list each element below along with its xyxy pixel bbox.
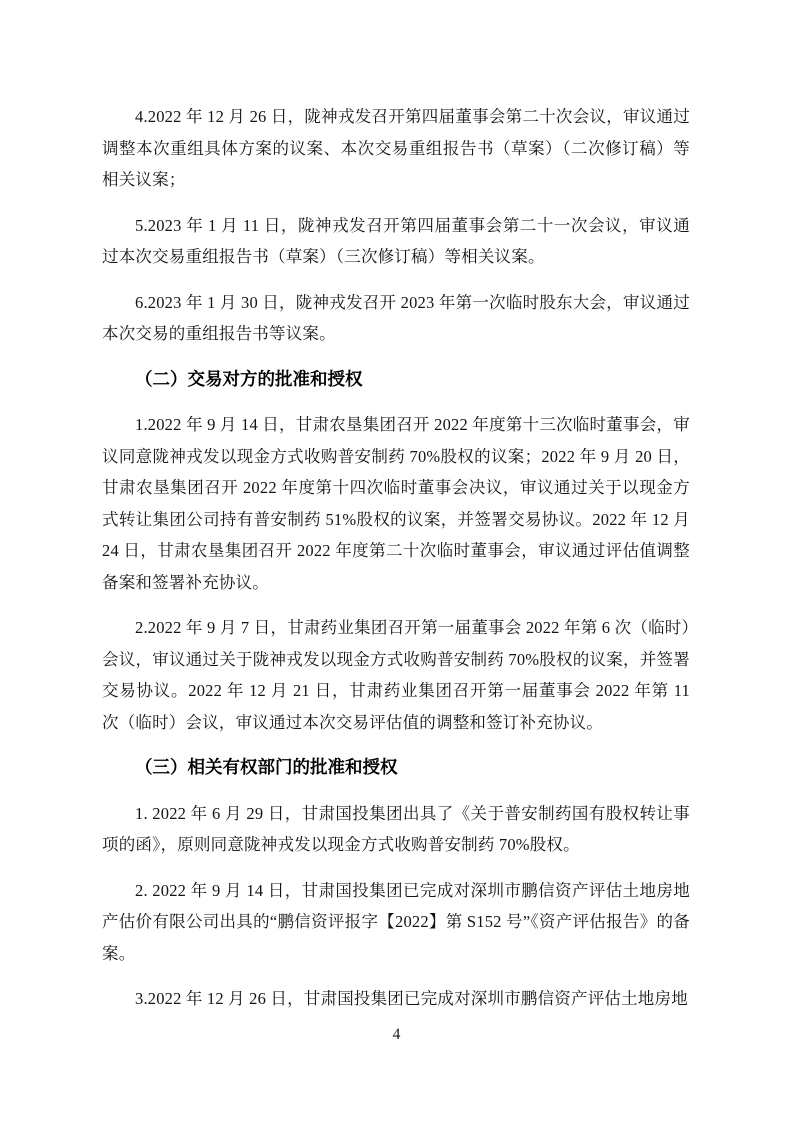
paragraph-item-4: 4.2022 年 12 月 26 日，陇神戎发召开第四届董事会第二十次会议，审议通过调整本次重组具体方案的议案、本次交易重组报告书（草案）（二次修订稿）等相关议案； xyxy=(102,107,690,189)
paragraph-pharma-group: 2.2022 年 9 月 7 日，甘肃药业集团召开第一届董事会 2022 年第 6 次（临时）会议，审议通过关于陇神戎发以现金方式收购普安制药 70%股权的议案，并签署交易协议。2022 年 12 月 21 日，甘肃药业集团召开第一届董事会 2022 年第 11 次（临时）会议，审议通过本次交易评估值的调整和签订补充协议。 xyxy=(102,618,690,732)
document-body xyxy=(102,101,690,1029)
page-footer xyxy=(0,1025,793,1045)
paragraph-item-6: 6.2023 年 1 月 30 日，陇神戎发召开 2023 年第一次临时股东大会，审议通过本次交易的重组报告书等议案。 xyxy=(102,292,690,343)
section-heading-counterparty-approval: （二）交易对方的批准和授权 xyxy=(135,368,363,389)
paragraph-guotou-filing-2: 3.2022 年 12 月 26 日，甘肃国投集团已完成对深圳市鹏信资产评估土地房地 xyxy=(135,989,688,1008)
paragraph-guotou-letter: 1. 2022 年 6 月 29 日，甘肃国投集团出具了《关于普安制药国有股权转让事项的函》，原则同意陇神戎发以现金方式收购普安制药 70%股权。 xyxy=(102,803,690,854)
section-heading-authority-approval: （三）相关有权部门的批准和授权 xyxy=(135,757,398,777)
paragraph-guotou-filing-1: 2. 2022 年 9 月 14 日，甘肃国投集团已完成对深圳市鹏信资产评估土地房地产估价有限公司出具的“鹏信资评报字【2022】第 S152 号”《资产评估报告》的备案。 xyxy=(102,880,690,963)
paragraph-item-5: 5.2023 年 1 月 11 日，陇神戎发召开第四届董事会第二十一次会议，审议通过本次交易重组报告书（草案）（三次修订稿）等相关议案。 xyxy=(102,215,690,266)
page-number: 4 xyxy=(392,1026,401,1043)
paragraph-nongken-group: 1.2022 年 9 月 14 日，甘肃农垦集团召开 2022 年度第十三次临时董事会，审议同意陇神戎发以现金方式收购普安制药 70%股权的议案；2022 年 9 月 20 日，甘肃农垦集团召开 2022 年度第十四次临时董事会决议，审议通过关于以现金方式转让集团公司持有普安制药 51%股权的议案，并签署交易协议。2022 年 12 月 24 日，甘肃农垦集团召开 2022 年度第二十次临时董事会，审议通过评估值调整备案和签署补充协议。 xyxy=(102,415,690,592)
